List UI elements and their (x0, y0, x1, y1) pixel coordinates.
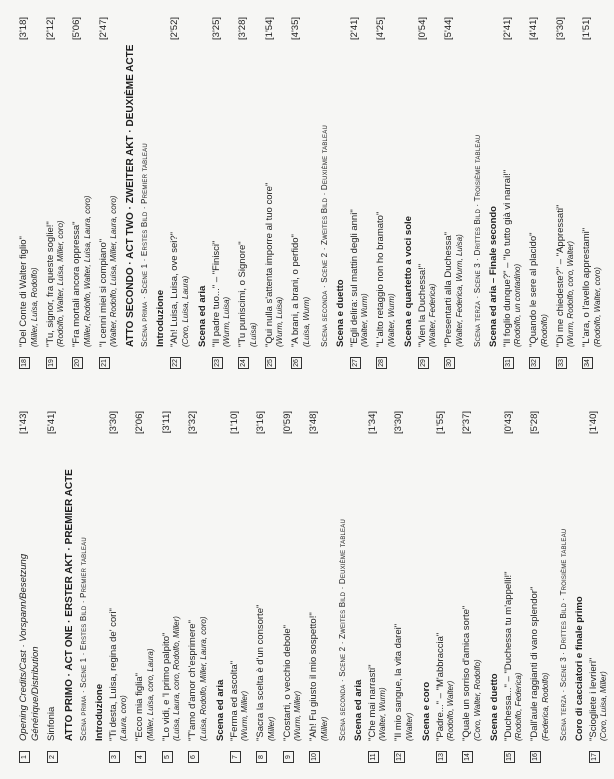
track-title: "Ah! Fu giusto il mio sospetto!" (308, 612, 319, 741)
track-duration: [5'06] (71, 17, 82, 40)
track-duration: [1'55] (434, 411, 446, 434)
track-performers: (Rodolfo, un contadino) (513, 263, 522, 347)
track-number: 29 (418, 357, 429, 369)
scene-heading: Scena terza · Scene 3 · Drittes Bild · Troisième tableau (472, 134, 482, 347)
track-title: "Quando le sere al placido" (528, 232, 539, 347)
track-performers: (Wurm, Miller) (240, 690, 249, 741)
track-number: 16 (530, 751, 541, 763)
track-title: "Ferma ed ascolta" (228, 660, 240, 741)
track-performers: (Wurm, Rodolfo, coro, Walter) (566, 240, 575, 347)
track-duration: [2'37] (461, 411, 472, 434)
track-duration: [1'40] (587, 411, 599, 434)
track-item (108, 411, 130, 763)
track-duration: [5'44] (443, 17, 454, 40)
track-performers: (Miller, Rodolfo, Walter, Luisa, Laura, coro) (82, 195, 92, 347)
track-duration: [3'32] (187, 411, 198, 434)
track-performers: (Rodolfo) (539, 314, 549, 347)
number-heading: Scena e quartetto a voci sole (402, 216, 414, 347)
track-item (45, 17, 67, 369)
track-title: "Il foglio dunque?" – "Io tutto già vi narrai!" (501, 169, 513, 347)
track-performers: (Rodolfo, Walter) (446, 680, 455, 741)
track-duration: [2'06] (134, 411, 145, 434)
track-item (18, 17, 40, 369)
track-number: 1 (19, 751, 30, 763)
track-number: 6 (188, 751, 199, 763)
track-number: 21 (99, 357, 110, 369)
track-item (290, 17, 312, 369)
track-duration: [4'25] (375, 17, 386, 40)
track-performers: (Luisa, Wurm) (301, 296, 311, 347)
number-heading: Scena e duetto (334, 279, 346, 347)
track-item (528, 17, 550, 369)
number-heading: Scena ed aria – Finale secondo (487, 206, 499, 347)
track-number: 9 (283, 751, 294, 763)
track-number: 28 (376, 357, 387, 369)
number-heading: Introduzione (93, 684, 105, 741)
track-performers: (Laura, coro) (119, 695, 128, 741)
track-performers: (Walter) (404, 712, 414, 741)
track-item (349, 17, 371, 369)
track-title: "Sciogliete i levrieri" (587, 657, 599, 741)
track-performers: (Coro, Walter, Rodolfo) (472, 659, 482, 741)
tracklist-column-left (18, 411, 614, 763)
track-number: 5 (162, 751, 173, 763)
track-performers: (Walter, Rodolfo, Luisa, Miller, Laura, coro) (109, 195, 118, 347)
track-title: "Tu, signor, fra queste soglie!" (44, 221, 56, 347)
track-performers: (Luisa, Rodolfo, Miller, Laura, coro) (198, 616, 208, 741)
track-duration: [2'41] (348, 17, 360, 40)
track-performers: (Rodolfo, Walter, Luisa, Miller, coro) (56, 220, 65, 347)
track-duration: [1'10] (228, 411, 240, 434)
track-title-line2: Générique/Distribution (29, 646, 41, 741)
track-duration: [0'59] (281, 411, 293, 434)
track-title: "A brani, a brani, o perfido" (290, 234, 301, 347)
track-duration: [3'28] (237, 17, 248, 40)
track-number: 27 (350, 357, 361, 369)
number-heading: Coro di cacciatori e finale primo (573, 596, 585, 741)
track-item (255, 411, 277, 763)
track-duration: [3'18] (18, 17, 29, 40)
track-title: Sinfonia (46, 706, 57, 741)
track-title: "Ti desta, Luisa, regina de' cori" (107, 608, 119, 741)
track-performers: (Walter, Wurm) (378, 687, 387, 741)
track-number: 20 (72, 357, 83, 369)
track-number: 26 (291, 357, 302, 369)
track-performers: (Wurm, Luisa) (275, 296, 284, 347)
track-item (367, 411, 389, 763)
track-item (503, 411, 525, 763)
track-item (211, 17, 233, 369)
track-title: "Quale un sorriso d'amica sorte" (461, 605, 472, 741)
track-title: "Di me chiedeste?" – "Appressati" (554, 204, 566, 347)
number-heading: Scena ed aria (196, 285, 208, 347)
track-performers: (Wurm, Miller) (293, 690, 302, 741)
track-item (375, 17, 397, 369)
track-duration: [3'16] (255, 411, 266, 434)
track-title: "Il padre tuo..." – "Finisci" (210, 240, 222, 347)
track-title: "Qui nulla s'attenta imporre al tuo core" (263, 182, 275, 347)
track-duration: [3'30] (393, 411, 404, 434)
track-duration: [3'48] (308, 411, 319, 434)
track-number: 13 (436, 751, 447, 763)
track-performers: (Miller) (266, 716, 276, 741)
track-performers: (Walter, Federica) (428, 283, 437, 347)
track-number: 3 (109, 751, 120, 763)
track-item (581, 17, 603, 369)
track-item (588, 411, 610, 763)
track-number: 15 (504, 751, 515, 763)
track-number: 31 (503, 357, 514, 369)
number-heading: Introduzione (155, 290, 166, 347)
track-title: "Tu puniscimi, o Signore" (237, 241, 248, 347)
track-number: 32 (529, 357, 540, 369)
track-item (18, 411, 41, 763)
track-title: "Sacra la scelta è d'un consorte" (255, 604, 266, 741)
track-title: Opening Credits/Cast · Vorspann/Besetzung (18, 553, 29, 741)
track-duration: [4'41] (528, 17, 539, 40)
track-item (229, 411, 251, 763)
track-number: 19 (46, 357, 57, 369)
track-performers: (Coro, Luisa, Miller) (599, 671, 608, 741)
number-heading: Scena ed aria (214, 679, 226, 741)
number-heading: Scena e duetto (488, 673, 500, 741)
track-performers: (Miller, Luisa, coro, Laura) (145, 648, 155, 741)
track-duration: [3'30] (554, 17, 566, 40)
number-heading: Scena e coro (420, 681, 432, 741)
track-duration: [0'54] (416, 17, 428, 40)
track-title: "Il mio sangue, la vita darei" (393, 623, 404, 741)
track-performers: (Walter, Wurm) (386, 293, 396, 347)
track-performers: (Walter, Wurm) (360, 293, 369, 347)
track-item (461, 411, 483, 763)
track-title: "Presentarti alla Duchessa" (443, 232, 454, 347)
track-performers: (Wurm, Luisa) (222, 296, 231, 347)
track-title: "Dall'aule raggianti di vano splendor" (529, 586, 540, 741)
track-number: 12 (394, 751, 405, 763)
track-performers: (Miller) (319, 716, 329, 741)
track-duration: [1'34] (366, 411, 378, 434)
track-performers: (Luisa) (248, 322, 258, 347)
tracklist-column-right (18, 17, 608, 369)
track-performers: (Luisa, Laura, coro, Rodolfo, Miller) (172, 616, 181, 741)
track-item (393, 411, 415, 763)
track-duration: [1'54] (263, 17, 275, 40)
track-item (169, 17, 191, 369)
scene-heading: Scena seconda · Scene 2 · Zweites Bild · Deuxième tableau (337, 519, 347, 741)
track-number: 4 (135, 751, 146, 763)
track-performers: (Federica, Rodolfo) (540, 672, 550, 741)
track-item (417, 17, 439, 369)
track-duration: [4'35] (290, 17, 301, 40)
track-title: "T'amo d'amor ch'esprimere" (187, 620, 198, 741)
track-item (187, 411, 209, 763)
track-title: "Che mai narrasti" (366, 664, 378, 741)
track-item (555, 17, 577, 369)
track-duration: [3'30] (107, 411, 119, 434)
track-number: 25 (265, 357, 276, 369)
track-number: 23 (212, 357, 223, 369)
track-title: "Lo vidi, e 'l primo palpito" (160, 632, 172, 741)
track-title: "Ecco mia figlia" (134, 673, 145, 741)
track-title: "Padre..." – "M'abbraccia" (434, 632, 446, 741)
track-item (443, 17, 465, 369)
track-duration: [2'12] (44, 17, 56, 40)
track-item (134, 411, 156, 763)
track-duration: [3'25] (210, 17, 222, 40)
track-item (502, 17, 524, 369)
track-number: 22 (170, 357, 181, 369)
track-item (161, 411, 183, 763)
track-number: 11 (368, 751, 379, 763)
track-number: 30 (444, 357, 455, 369)
scene-heading: Scena prima · Scene 1 · Erstes Bild · Premier tableau (78, 537, 88, 741)
track-performers: (Walter, Federica, Wurm, Luisa) (454, 234, 464, 347)
track-duration: [2'52] (169, 17, 180, 40)
track-item (237, 17, 259, 369)
track-item (46, 411, 58, 763)
track-title: "Vien la Duchessa!" (416, 263, 428, 347)
track-performers: (Miller, Luisa, Rodolfo) (29, 267, 39, 347)
track-number: 18 (19, 357, 30, 369)
track-number: 17 (589, 751, 600, 763)
track-title: "Egli delira: sul mattin degli anni" (348, 209, 360, 347)
track-title: "Fra mortali ancora oppressa" (71, 221, 82, 347)
track-number: 8 (256, 751, 267, 763)
track-item (264, 17, 286, 369)
track-duration: [2'47] (97, 17, 109, 40)
act-heading: ATTO PRIMO · ACT ONE · ERSTER AKT · PREMIER ACTE (63, 469, 75, 741)
track-title: "L'ara, o l'avello apprestami" (581, 227, 592, 347)
track-number: 10 (309, 751, 320, 763)
track-title: "Del Conte di Walter figlio" (18, 236, 29, 347)
track-item (282, 411, 304, 763)
track-duration: [2'41] (501, 17, 513, 40)
track-performers: (Rodolfo, Federica) (514, 672, 523, 741)
track-title: "I cenni miei si compiano" (97, 238, 109, 347)
track-title: "Ah! Luisa, Luisa, ove sei?" (169, 231, 180, 347)
track-title: "Duchessa..." – "Duchessa tu m'appelli!" (502, 571, 514, 741)
act-heading: ATTO SECONDO · ACT TWO · ZWEITER AKT · DEUXIÈME ACTE (125, 44, 136, 347)
track-item (529, 411, 551, 763)
track-number: 2 (47, 751, 58, 763)
scene-heading: Scena terza · Scene 3 · Drittes Bild · Troisième tableau (558, 528, 568, 741)
number-heading: Scena ed aria (352, 679, 364, 741)
track-item (308, 411, 330, 763)
track-item (98, 17, 120, 369)
track-duration: [1'51] (581, 17, 592, 40)
track-number: 24 (238, 357, 249, 369)
track-number: 33 (556, 357, 567, 369)
track-duration: [5'41] (46, 411, 57, 434)
track-number: 7 (230, 751, 241, 763)
track-performers: (Coro, Luisa, Laura) (180, 275, 190, 347)
scene-heading: Scena prima · Scene 1 · Erstes Bild · Premier tableau (140, 143, 149, 347)
track-duration: [1'43] (18, 411, 29, 434)
track-duration: [3'11] (160, 411, 172, 434)
track-title: "Costarti, o vecchio debole" (281, 624, 293, 741)
track-item (71, 17, 93, 369)
track-title: "L'alto retaggio non ho bramato" (375, 211, 386, 347)
scene-heading: Scena seconda · Scene 2 · Zweites Bild · Deuxième tableau (319, 125, 329, 347)
track-performers: (Rodolfo, Walter, coro) (592, 267, 602, 347)
track-number: 34 (582, 357, 593, 369)
track-number: 14 (462, 751, 473, 763)
track-duration: [0'43] (502, 411, 514, 434)
track-duration: [5'28] (529, 411, 540, 434)
track-item (435, 411, 457, 763)
